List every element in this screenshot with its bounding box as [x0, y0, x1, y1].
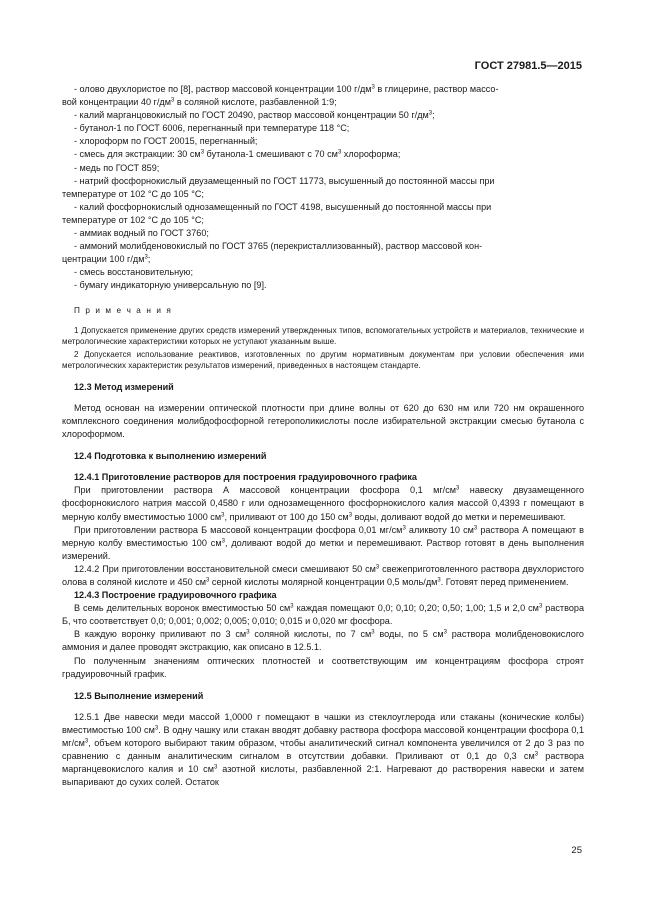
page-number: 25: [571, 845, 582, 856]
subsection-12-4-3-heading: 12.4.3 Построение градуировочного графика: [74, 590, 277, 601]
reagent-butanol: - бутанол-1 по ГОСТ 6006, перегнанный при температуре 118 °С;: [74, 123, 350, 134]
reagent-tin-chloride-cont: вой концентрации 40 $г/дм^3$ в соляной кислоте, разбавленной 1:9;: [62, 97, 337, 108]
reagent-tin-chloride: - олово двухлористое по [8], раствор массовой концентрации 100 $г/дм^3$ в глицерине, раствор массо-: [74, 84, 499, 94]
calibration-graph-paragraph: По полученным значениям оптических плотностей и соответствующим им концентрациям фосфора строят градуировочный график.: [62, 655, 584, 679]
subsection-12-4-2-paragraph: 12.4.2 При приготовлении восстановительной смеси смешивают 50 $см^3$ свежеприготовленного раствора двухлористого олова в соляной кислоте и 450 $см^3$ серной кислоты молярной концентрации 0,5 моль/$дм^3$. Готовят перед применением.: [62, 563, 584, 587]
reagent-sodium-phosphate: - натрий фосфорнокислый двузамещенный по ГОСТ 11773, высушенный до постоянной массы при: [74, 175, 495, 186]
reagent-ammonia: - аммиак водный по ГОСТ 3760;: [74, 228, 209, 239]
section-12-3-text: Метод основан на измерении оптической плотности при длине волны от 620 до 630 нм или 720 нм окрашенного комплексного соединения молибдофосфорной гетерополикислоты после избирательной экстракции смесью бутанола с хлороформом.: [62, 402, 584, 440]
reagent-copper: - медь по ГОСТ 859;: [74, 162, 160, 173]
section-12-4-heading: 12.4 Подготовка к выполнению измерений: [74, 451, 267, 462]
page-content: [62, 83, 584, 789]
notes-heading: П р и м е ч а н и я: [74, 305, 173, 315]
reagent-potassium-permanganate: - калий марганцовокислый по ГОСТ 20490, раствор массовой концентрации 50 $г/дм^3$;: [74, 110, 435, 121]
reagent-ammonium-molybdate: - аммоний молибденовокислый по ГОСТ 3765 (перекристаллизованный), раствор массовой кон-: [74, 241, 483, 252]
solution-b-paragraph: При приготовлении раствора Б массовой концентрации фосфора 0,01 $мг/см^3$ аликвоту 10 $см^3$ раствора А помещают в мерную колбу вместимостью 100 $см^3$, доливают водой до метки и перемешивают. Раствор готовят в день выполнения измерений.: [62, 524, 584, 561]
section-12-3-heading: 12.3 Метод измерений: [74, 381, 174, 392]
reagent-chloroform: - хлороформ по ГОСТ 20015, перегнанный;: [74, 136, 258, 147]
reagent-indicator-paper: - бумагу индикаторную универсальную по [9].: [74, 280, 267, 291]
reagent-potassium-phosphate-cont: температуре от 102 °С до 105 °С;: [62, 214, 204, 225]
reagent-potassium-phosphate: - калий фосфорнокислый однозамещенный по ГОСТ 4198, высушенный до постоянной массы при: [74, 201, 492, 212]
reagent-sodium-phosphate-cont: температуре от 102 °С до 105 °С;: [62, 188, 204, 199]
standard-code-header: ГОСТ 27981.5—2015: [474, 60, 582, 72]
subsection-12-5-1-paragraph: 12.5.1 Две навески меди массой 1,0000 г помещают в чашки из стеклоуглерода или стаканы (конические колбы) вместимостью 100 $см^3$. В одну чашку или стакан вводят добавку раствора фосфора массовой концентрации фосфора 0,1 $мг/см^3$, объем которого выбирают таким образом, чтобы аналитический сигнал компонента увеличился от 2 до 3 раз по сравнению с данным аналитическим сигналом в отсутствии добавки. Приливают от 0,1 до 0,3 $см^3$ раствора марганцевокислого калия и 10 $см^3$ азотной кислоты, разбавленной 2:1. Нагревают до растворения навески и затем выпаривают до сухих солей. Остаток: [62, 711, 585, 788]
note-2: 2 Допускается использование реактивов, изготовленных по другим нормативным документам при условии обеспечения ими метрологических характеристик результатов измерений, приведенных в настоящем стандарте.: [62, 350, 584, 371]
calibration-funnels-paragraph: В семь делительных воронок вместимостью 50 $см^3$ каждая помещают 0,0; 0,10; 0,20; 0,50; 1,00; 1,5 и 2,0 $см^3$ раствора Б, что соответствует 0,0; 0,001; 0,002; 0,005; 0,010; 0,015 и 0,020 мг фосфора.: [62, 603, 584, 627]
reagent-reducing-mix: - смесь восстановительную;: [74, 267, 193, 278]
section-12-5-heading: 12.5 Выполнение измерений: [74, 690, 204, 701]
subsection-12-4-1-heading: 12.4.1 Приготовление растворов для построения градуировочного графика: [74, 472, 417, 483]
solution-a-paragraph: При приготовлении раствора А массовой концентрации фосфора 0,1 $мг/см^3$ навеску двузамещенного фосфорнокислого натрия массой 0,4580 г или однозамещенного фосфорнокислого калия массой 0,4393 г помещают в мерную колбу вместимостью 1000 $см^3$, приливают от 100 до 150 $см^3$ воды, доливают водой до метки и перемешивают.: [62, 485, 585, 522]
note-1: 1 Допускается применение других средств измерений утвержденных типов, вспомогательных устройств и материалов, технические и метрологические характеристики которых не уступают указанным выше.: [62, 325, 584, 346]
calibration-reagents-paragraph: В каждую воронку приливают по 3 $см^3$ соляной кислоты, по 7 $см^3$ воды, по 5 $см^3$ раствора молибденовокислого аммония и далее проводят экстракцию, как описано в 12.5.1.: [62, 629, 584, 653]
reagent-ammonium-molybdate-cont: центрации 100 $г/дм^3$;: [62, 254, 151, 265]
reagent-extraction-mix: - смесь для экстракции: 30 $см^3$ бутанола-1 смешивают с 70 $см^3$ хлороформа;: [74, 149, 401, 160]
